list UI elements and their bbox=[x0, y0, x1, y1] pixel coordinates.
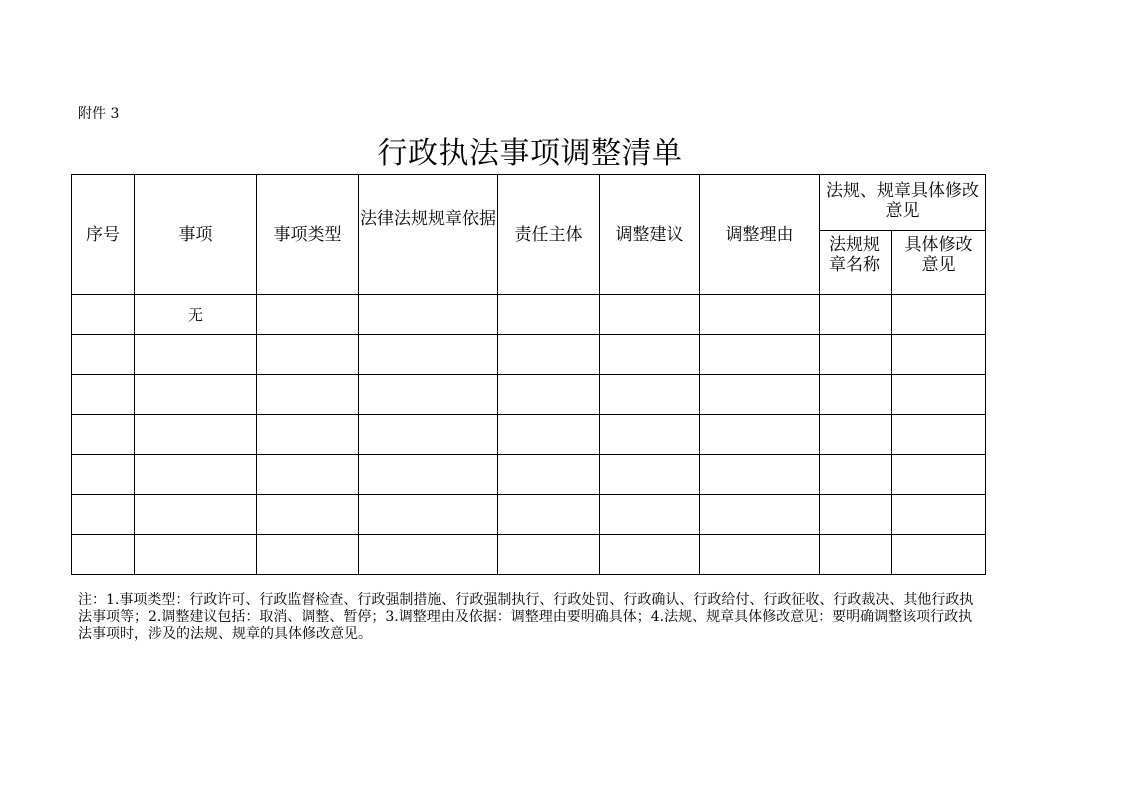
table-cell bbox=[359, 335, 498, 375]
table-cell bbox=[892, 455, 986, 495]
table-cell bbox=[700, 335, 820, 375]
table-cell bbox=[820, 495, 892, 535]
table-cell bbox=[135, 455, 257, 495]
adjustment-list-table bbox=[71, 174, 986, 575]
table-cell bbox=[892, 415, 986, 455]
header-adjustment-suggestion: 调整建议 bbox=[600, 175, 700, 295]
table-cell bbox=[359, 495, 498, 535]
header-responsible-body: 责任主体 bbox=[498, 175, 600, 295]
table-cell bbox=[700, 375, 820, 415]
table-cell bbox=[257, 295, 359, 335]
table-row bbox=[72, 375, 986, 415]
header-adjustment-reason: 调整理由 bbox=[700, 175, 820, 295]
table-cell bbox=[600, 455, 700, 495]
table-cell bbox=[820, 295, 892, 335]
attachment-label: 附件 3 bbox=[78, 106, 120, 122]
table-row bbox=[72, 455, 986, 495]
footnote: 注：1.事项类型：行政许可、行政监督检查、行政强制措施、行政强制执行、行政处罚、行政确认、行政给付、行政征收、行政裁决、其他行政执法事项等；2.调整建议包括：取消、调整、暂停；3.调整理由及依据：调整理由要明确具体；4.法规、规章具体修改意见：要明确调整该项行政执法事项时，涉及的法规、规章的具体修改意见。 bbox=[78, 592, 974, 642]
table-cell bbox=[72, 335, 135, 375]
table-cell bbox=[892, 495, 986, 535]
header-item: 事项 bbox=[135, 175, 257, 295]
table-cell bbox=[359, 455, 498, 495]
table-cell bbox=[257, 415, 359, 455]
table-cell bbox=[135, 495, 257, 535]
table-row bbox=[72, 335, 986, 375]
table-cell bbox=[359, 375, 498, 415]
table-cell bbox=[700, 535, 820, 575]
table-cell bbox=[820, 335, 892, 375]
table-cell bbox=[498, 295, 600, 335]
table-row bbox=[72, 415, 986, 455]
table-cell-item: 无 bbox=[135, 295, 257, 335]
table-cell bbox=[257, 455, 359, 495]
table-cell bbox=[135, 535, 257, 575]
header-regulation-name: 法规规章名称 bbox=[820, 231, 892, 295]
header-item-type: 事项类型 bbox=[257, 175, 359, 295]
table-cell bbox=[820, 375, 892, 415]
table-cell bbox=[257, 375, 359, 415]
table-cell bbox=[257, 335, 359, 375]
table-cell bbox=[498, 375, 600, 415]
table-cell bbox=[700, 295, 820, 335]
table-cell bbox=[600, 335, 700, 375]
table-cell bbox=[72, 535, 135, 575]
table-cell bbox=[72, 375, 135, 415]
table-cell bbox=[600, 295, 700, 335]
table-cell bbox=[257, 495, 359, 535]
table-cell bbox=[257, 535, 359, 575]
table-cell bbox=[498, 455, 600, 495]
table-cell bbox=[600, 415, 700, 455]
table-cell bbox=[72, 415, 135, 455]
table-cell bbox=[72, 495, 135, 535]
table-cell bbox=[600, 375, 700, 415]
table-cell bbox=[700, 455, 820, 495]
table-row bbox=[72, 535, 986, 575]
table-cell bbox=[72, 455, 135, 495]
table-cell bbox=[135, 375, 257, 415]
table-cell bbox=[600, 535, 700, 575]
table-cell bbox=[498, 535, 600, 575]
table-cell bbox=[700, 495, 820, 535]
table-cell bbox=[498, 335, 600, 375]
table-cell bbox=[498, 415, 600, 455]
table-cell bbox=[892, 295, 986, 335]
table-cell bbox=[892, 375, 986, 415]
header-amendment-group: 法规、规章具体修改意见 bbox=[820, 175, 986, 231]
header-legal-basis: 法律法规规章依据 bbox=[359, 175, 498, 295]
table-cell bbox=[700, 415, 820, 455]
table-cell bbox=[72, 295, 135, 335]
header-amendment-opinion: 具体修改意见 bbox=[892, 231, 986, 295]
table-row bbox=[72, 495, 986, 535]
table-cell bbox=[820, 415, 892, 455]
table-cell bbox=[820, 455, 892, 495]
table-cell bbox=[359, 295, 498, 335]
table-cell bbox=[600, 495, 700, 535]
table-cell bbox=[820, 535, 892, 575]
table-cell bbox=[135, 335, 257, 375]
table-cell bbox=[892, 535, 986, 575]
page-title: 行政执法事项调整清单 bbox=[377, 136, 683, 171]
table-cell bbox=[892, 335, 986, 375]
header-serial: 序号 bbox=[72, 175, 135, 295]
table-row bbox=[72, 295, 986, 335]
table-cell bbox=[359, 535, 498, 575]
table-cell bbox=[135, 415, 257, 455]
table-cell bbox=[359, 415, 498, 455]
table-cell bbox=[498, 495, 600, 535]
